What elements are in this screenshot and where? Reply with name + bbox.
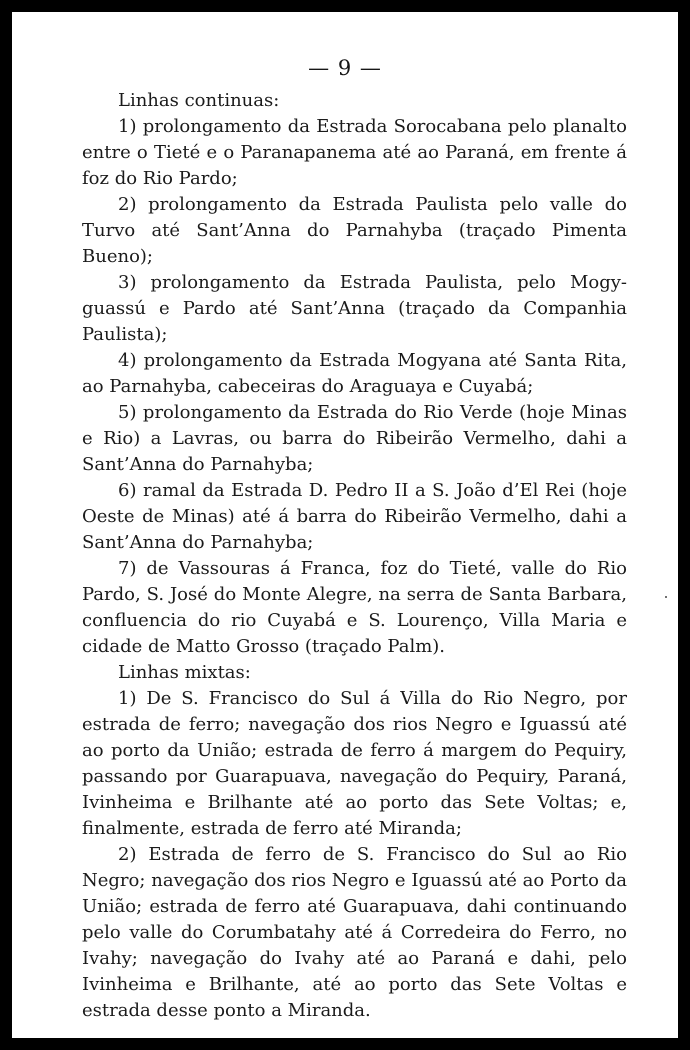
document-page bbox=[12, 12, 678, 1038]
paper-speck bbox=[665, 596, 667, 598]
paragraph-continuous-7: 7) de Vassouras á Franca, foz do Tieté, valle do Rio Pardo, S. José do Monte Alegre, na serra de Santa Barbara, confluencia do rio Cuyabá e S. Lourenço, Villa Maria e cidade de Matto Grosso (traçado Palm). bbox=[82, 558, 627, 657]
paragraph-mixed-1: 1) De S. Francisco do Sul á Villa do Rio Negro, por estrada de ferro; navegação dos rios Negro e Iguassú até ao porto da União; estrada de ferro á margem do Pequiry, passando por Guarapuava, navegação do Pequiry, Paraná, Ivinheima e Brilhante até ao porto das Sete Voltas; e, finalmente, estrada de ferro até Miranda; bbox=[82, 688, 627, 839]
paragraph-continuous-2: 2) prolongamento da Estrada Paulista pelo valle do Turvo até Sant’Anna do Parnahyba (traçado Pimenta Bueno); bbox=[82, 194, 627, 267]
paragraph-continuous-3: 3) prolongamento da Estrada Paulista, pelo Mogy-guassú e Pardo até Sant’Anna (traçado da Companhia Paulista); bbox=[82, 272, 627, 345]
body-text bbox=[82, 88, 627, 1024]
section-heading-mixed-lines: Linhas mixtas: bbox=[118, 662, 251, 683]
paragraph-continuous-5: 5) prolongamento da Estrada do Rio Verde (hoje Minas e Rio) a Lavras, ou barra do Ribeirão Vermelho, dahi a Sant’Anna do Parnahyba; bbox=[82, 402, 627, 475]
page-number: — 9 — bbox=[308, 56, 382, 80]
section-heading-continuous-lines: Linhas continuas: bbox=[118, 90, 280, 111]
paragraph-continuous-4: 4) prolongamento da Estrada Mogyana até Santa Rita, ao Parnahyba, cabeceiras do Araguaya e Cuyabá; bbox=[82, 350, 627, 397]
paragraph-mixed-2: 2) Estrada de ferro de S. Francisco do Sul ao Rio Negro; navegação dos rios Negro e Iguassú até ao Porto da União; estrada de ferro até Guarapuava, dahi continuando pelo valle do Corumbatahy até á Corredeira do Ferro, no Ivahy; navegação do Ivahy até ao Paraná e dahi, pelo Ivinheima e Brilhante, até ao porto das Sete Voltas e estrada desse ponto a Miranda. bbox=[82, 844, 627, 1021]
paragraph-continuous-1: 1) prolongamento da Estrada Sorocabana pelo planalto entre o Tieté e o Paranapanema até ao Paraná, em frente á foz do Rio Pardo; bbox=[82, 116, 627, 189]
paragraph-continuous-6: 6) ramal da Estrada D. Pedro II a S. João d’El Rei (hoje Oeste de Minas) até á barra do Ribeirão Vermelho, dahi a Sant’Anna do Parnahyba; bbox=[82, 480, 627, 553]
